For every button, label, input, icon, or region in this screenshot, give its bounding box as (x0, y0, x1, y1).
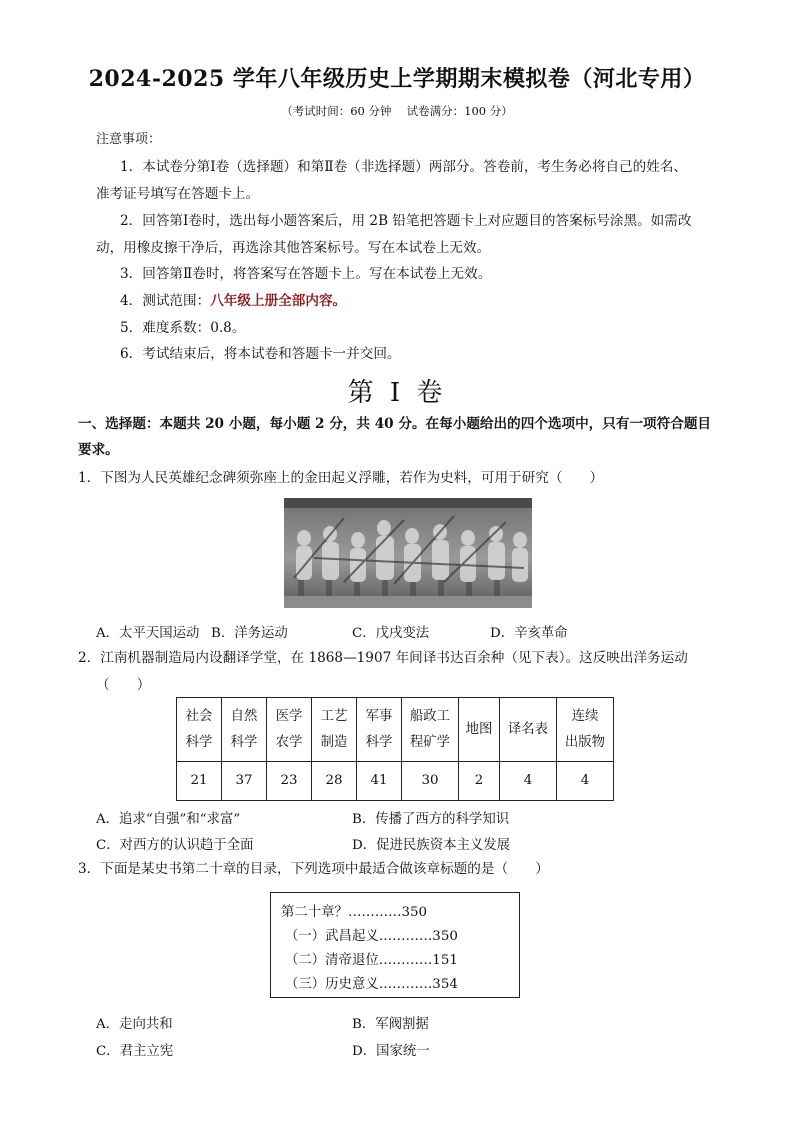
col-shipbuilding-mining: 船政工 程矿学 (402, 698, 459, 762)
note-2a: 2．回答第Ⅰ卷时，选出每小题答案后，用 2B 铅笔把答题卡上对应题目的答案标号涂黑。如需改 (120, 213, 692, 229)
q2-option-c[interactable]: C．对西方的认识趋于全面 (96, 838, 254, 853)
toc-item-1: （一）武昌起义…………350 (285, 929, 458, 944)
q3-option-c[interactable]: C．君主立宪 (96, 1044, 174, 1059)
jintian-uprising-relief-image (284, 498, 532, 608)
q1-option-d[interactable]: D．辛亥革命 (490, 626, 568, 641)
q2-option-b[interactable]: B．传播了西方的科学知识 (352, 812, 510, 827)
section-intro-a: 一、选择题：本题共 20 小题，每小题 2 分，共 40 分。在每小题给出的四个选项中，只有一项符合题目 (78, 416, 712, 432)
note-2b: 动，用橡皮擦干净后，再选涂其他答案标号。写在本试卷上无效。 (96, 240, 491, 256)
q1-option-c[interactable]: C．戊戌变法 (352, 626, 430, 641)
q1-stem: 1．下图为人民英雄纪念碑须弥座上的金田起义浮雕，若作为史料，可用于研究（ ） (78, 470, 604, 486)
q2-stem-a: 2．江南机器制造局内设翻译学堂，在 1868—1907 年间译书达百余种（见下表）。这反映出洋务运动 (78, 650, 688, 666)
col-craft-manufacture: 工艺 制造 (312, 698, 357, 762)
q3-option-d[interactable]: D．国家统一 (352, 1044, 430, 1059)
toc-item-3: （三）历史意义…………354 (285, 977, 458, 992)
q1-option-a[interactable]: A．太平天国运动 (96, 626, 200, 641)
toc-chapter-line: 第二十章？…………350 (281, 905, 428, 920)
table-cell: 28 (312, 762, 357, 801)
q1-option-b[interactable]: B．洋务运动 (211, 626, 288, 641)
note-4-prefix: 4．测试范围： (120, 293, 211, 309)
translated-books-table (176, 697, 614, 801)
table-cell: 4 (557, 762, 614, 801)
col-maps: 地图 (459, 698, 500, 762)
note-4 (120, 293, 346, 309)
table-cell: 21 (177, 762, 222, 801)
q3-option-a[interactable]: A．走向共和 (96, 1017, 173, 1032)
q3-option-b[interactable]: B．军阀割据 (352, 1017, 429, 1032)
note-5: 5．难度系数：0.8。 (120, 320, 246, 336)
notes-heading: 注意事项： (96, 132, 162, 147)
col-medicine-agriculture: 医学 农学 (267, 698, 312, 762)
note-3: 3．回答第Ⅱ卷时，将答案写在答题卡上。写在本试卷上无效。 (120, 266, 492, 282)
q2-option-a[interactable]: A．追求“自强”和“求富” (96, 812, 241, 827)
note-1b: 准考证号填写在答题卡上。 (96, 186, 260, 202)
table-cell: 30 (402, 762, 459, 801)
table-value-row (177, 762, 614, 801)
q2-stem-b: （ ） (96, 677, 151, 693)
table-header-row (177, 698, 614, 762)
toc-item-2: （二）清帝退位…………151 (285, 953, 458, 968)
exam-subtitle: （考试时间：60 分钟 试卷满分：100 分） (281, 104, 513, 118)
table-cell: 41 (357, 762, 402, 801)
col-serials: 连续 出版物 (557, 698, 614, 762)
col-glossary: 译名表 (500, 698, 557, 762)
col-military-science: 军事 科学 (357, 698, 402, 762)
note-1a: 1．本试卷分第Ⅰ卷（选择题）和第Ⅱ卷（非选择题）两部分。答卷前，考生务必将自己的姓名、 (120, 159, 688, 175)
col-natural-science: 自然 科学 (222, 698, 267, 762)
section-title: 第 I 卷 (347, 378, 447, 408)
exam-title: 2024-2025 学年八年级历史上学期期末模拟卷（河北专用） (88, 66, 706, 92)
section-intro-b: 要求。 (78, 442, 119, 458)
table-cell: 2 (459, 762, 500, 801)
q2-option-d[interactable]: D．促进民族资本主义发展 (352, 838, 511, 853)
table-cell: 23 (267, 762, 312, 801)
col-social-science: 社会 科学 (177, 698, 222, 762)
note-6: 6．考试结束后，将本试卷和答题卡一并交回。 (120, 346, 401, 362)
table-cell: 4 (500, 762, 557, 801)
test-scope: 八年级上册全部内容。 (210, 293, 347, 309)
q3-stem: 3．下面是某史书第二十章的目录，下列选项中最适合做该章标题的是（ ） (78, 861, 549, 877)
chapter-contents-box (270, 892, 520, 998)
table-cell: 37 (222, 762, 267, 801)
